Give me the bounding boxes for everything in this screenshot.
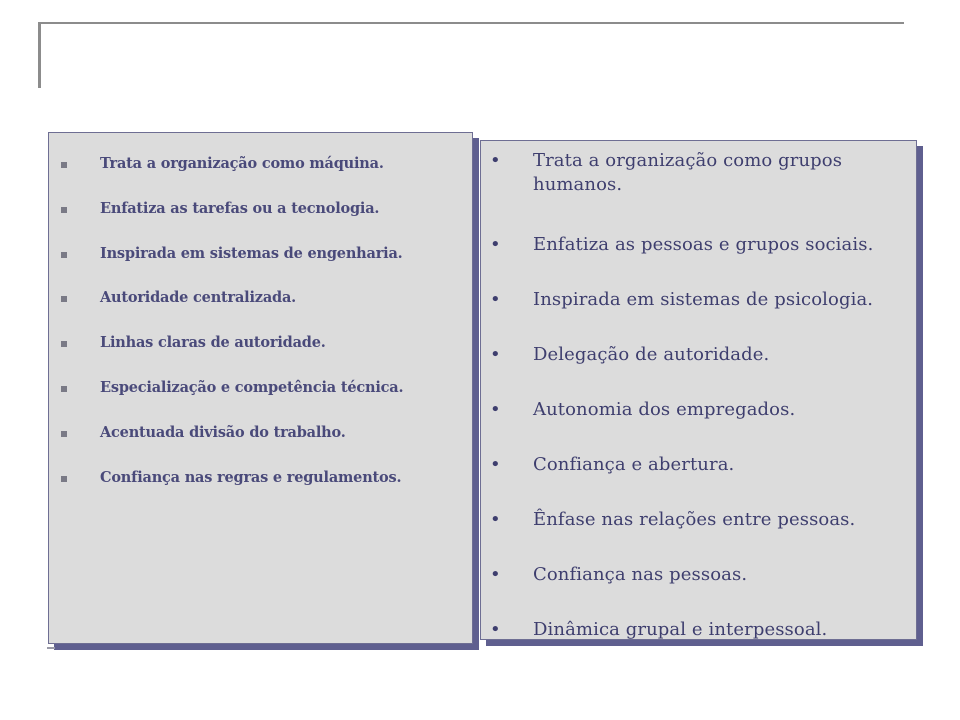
list-item — [49, 379, 472, 424]
bullet-icon: • — [490, 454, 501, 475]
list-item — [49, 245, 472, 290]
list-item — [49, 424, 472, 469]
list-item-text: Inspirada em sistemas de engenharia. — [100, 244, 403, 262]
bullet-icon: • — [490, 564, 501, 585]
list-item-text: Acentuada divisão do trabalho. — [100, 423, 346, 441]
bullet-icon: • — [490, 509, 501, 530]
square-bullet-icon — [61, 296, 67, 302]
square-bullet-icon — [61, 386, 67, 392]
list-item-text: Confiança e abertura. — [533, 454, 735, 475]
organic-panel — [480, 140, 917, 640]
square-bullet-icon — [61, 162, 67, 168]
list-item-text: Dinâmica grupal e interpessoal. — [533, 619, 828, 640]
list-item-text: Enfatiza as tarefas ou a tecnologia. — [100, 199, 380, 217]
panel-underline-decoration — [47, 647, 55, 649]
list-item — [481, 563, 916, 618]
square-bullet-icon — [61, 207, 67, 213]
bullet-icon: • — [490, 344, 501, 365]
list-item — [481, 453, 916, 508]
list-item-text: Autoridade centralizada. — [100, 289, 297, 307]
mechanistic-list — [49, 133, 472, 513]
list-item-text: Ênfase nas relações entre pessoas. — [533, 509, 856, 530]
list-item-text: Trata a organização como grupos humanos. — [533, 150, 843, 195]
bullet-icon: • — [490, 619, 501, 640]
square-bullet-icon — [61, 431, 67, 437]
list-item-text: Confiança nas pessoas. — [533, 564, 748, 585]
list-item-text: Trata a organização como máquina. — [100, 155, 384, 172]
list-item — [49, 200, 472, 245]
mechanistic-panel — [48, 132, 473, 644]
list-item — [49, 334, 472, 379]
organic-list — [481, 141, 916, 673]
list-item — [481, 398, 916, 453]
list-item-text: Linhas claras de autoridade. — [100, 334, 326, 352]
slide-frame-top-rule — [40, 22, 904, 24]
list-item-text: Delegação de autoridade. — [533, 344, 770, 365]
square-bullet-icon — [61, 341, 67, 347]
list-item — [481, 343, 916, 398]
bullet-icon: • — [490, 289, 501, 310]
square-bullet-icon — [61, 252, 67, 258]
bullet-icon: • — [490, 399, 501, 420]
list-item — [481, 149, 916, 233]
list-item — [49, 155, 472, 200]
list-item — [481, 233, 916, 288]
list-item — [481, 618, 916, 673]
list-item — [481, 288, 916, 343]
list-item-text: Confiança nas regras e regulamentos. — [100, 468, 402, 486]
square-bullet-icon — [61, 476, 67, 482]
list-item — [49, 289, 472, 334]
list-item-text: Especialização e competência técnica. — [100, 378, 404, 396]
list-item-text: Inspirada em sistemas de psicologia. — [533, 289, 874, 310]
slide-frame-left-rule — [38, 22, 41, 88]
bullet-icon: • — [490, 150, 501, 171]
list-item-text: Enfatiza as pessoas e grupos sociais. — [533, 234, 874, 255]
list-item — [49, 469, 472, 514]
list-item-text: Autonomia dos empregados. — [533, 399, 796, 420]
bullet-icon: • — [490, 234, 501, 255]
list-item — [481, 508, 916, 563]
